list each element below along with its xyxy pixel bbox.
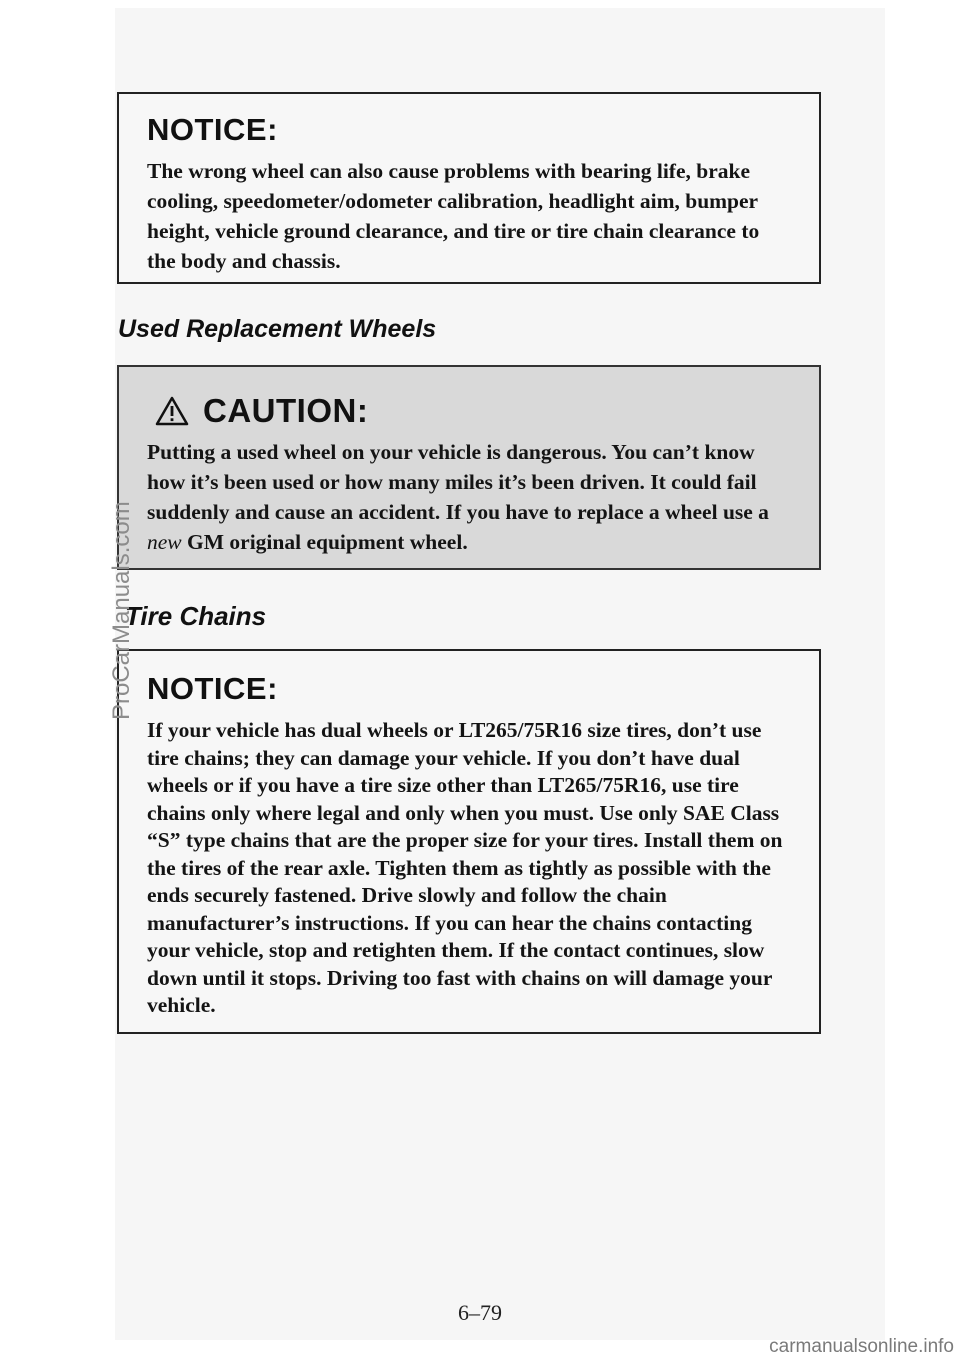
watermark-bottom: carmanualsonline.info (769, 1336, 954, 1357)
caution-body: Putting a used wheel on your vehicle is dangerous. You can’t know how it’s been used or how many miles it’s been driven. It could fail suddenly and cause an accident. If you have to replace a wheel use a new GM original equipment wheel. (147, 440, 769, 554)
notice-box-wheel-problems (117, 92, 821, 284)
caution-box-used-wheels (117, 365, 821, 570)
notice-body: If your vehicle has dual wheels or LT265/75R16 size tires, don’t use tire chains; they can damage your vehicle. If you don’t have dual wheels or if you have a tire size other than LT265/75R16, use tire chains only where legal and only when you must. Use only SAE Class “S” type chains that are the proper size for your tires. Install them on the tires of the rear axle. Tighten them as tightly as possible with the ends securely fastened. Drive slowly and follow the chain manufacturer’s instructions. If you can hear the chains contacting your vehicle, stop and retighten them. If the contact continues, slow down until it stops. Driving too fast with chains on will damage your vehicle. (147, 718, 783, 1017)
notice-box-tire-chains (117, 649, 821, 1034)
notice-title: NOTICE: (147, 112, 278, 147)
page-number: 6–79 (458, 1300, 502, 1325)
emphasis-new: new (147, 530, 182, 554)
section-heading-used-replacement-wheels: Used Replacement Wheels (118, 315, 437, 343)
notice-body: The wrong wheel can also cause problems with bearing life, brake cooling, speedometer/odometer calibration, headlight aim, bumper height, vehicle ground clearance, and tire or tire chain clearance to the body and chassis. (147, 159, 760, 273)
watermark-side: ProCarManuals.com (108, 501, 135, 720)
notice-title: NOTICE: (147, 671, 278, 706)
section-heading-tire-chains: Tire Chains (125, 601, 267, 631)
warning-triangle-icon (155, 396, 189, 426)
caution-title: CAUTION: (203, 392, 369, 429)
